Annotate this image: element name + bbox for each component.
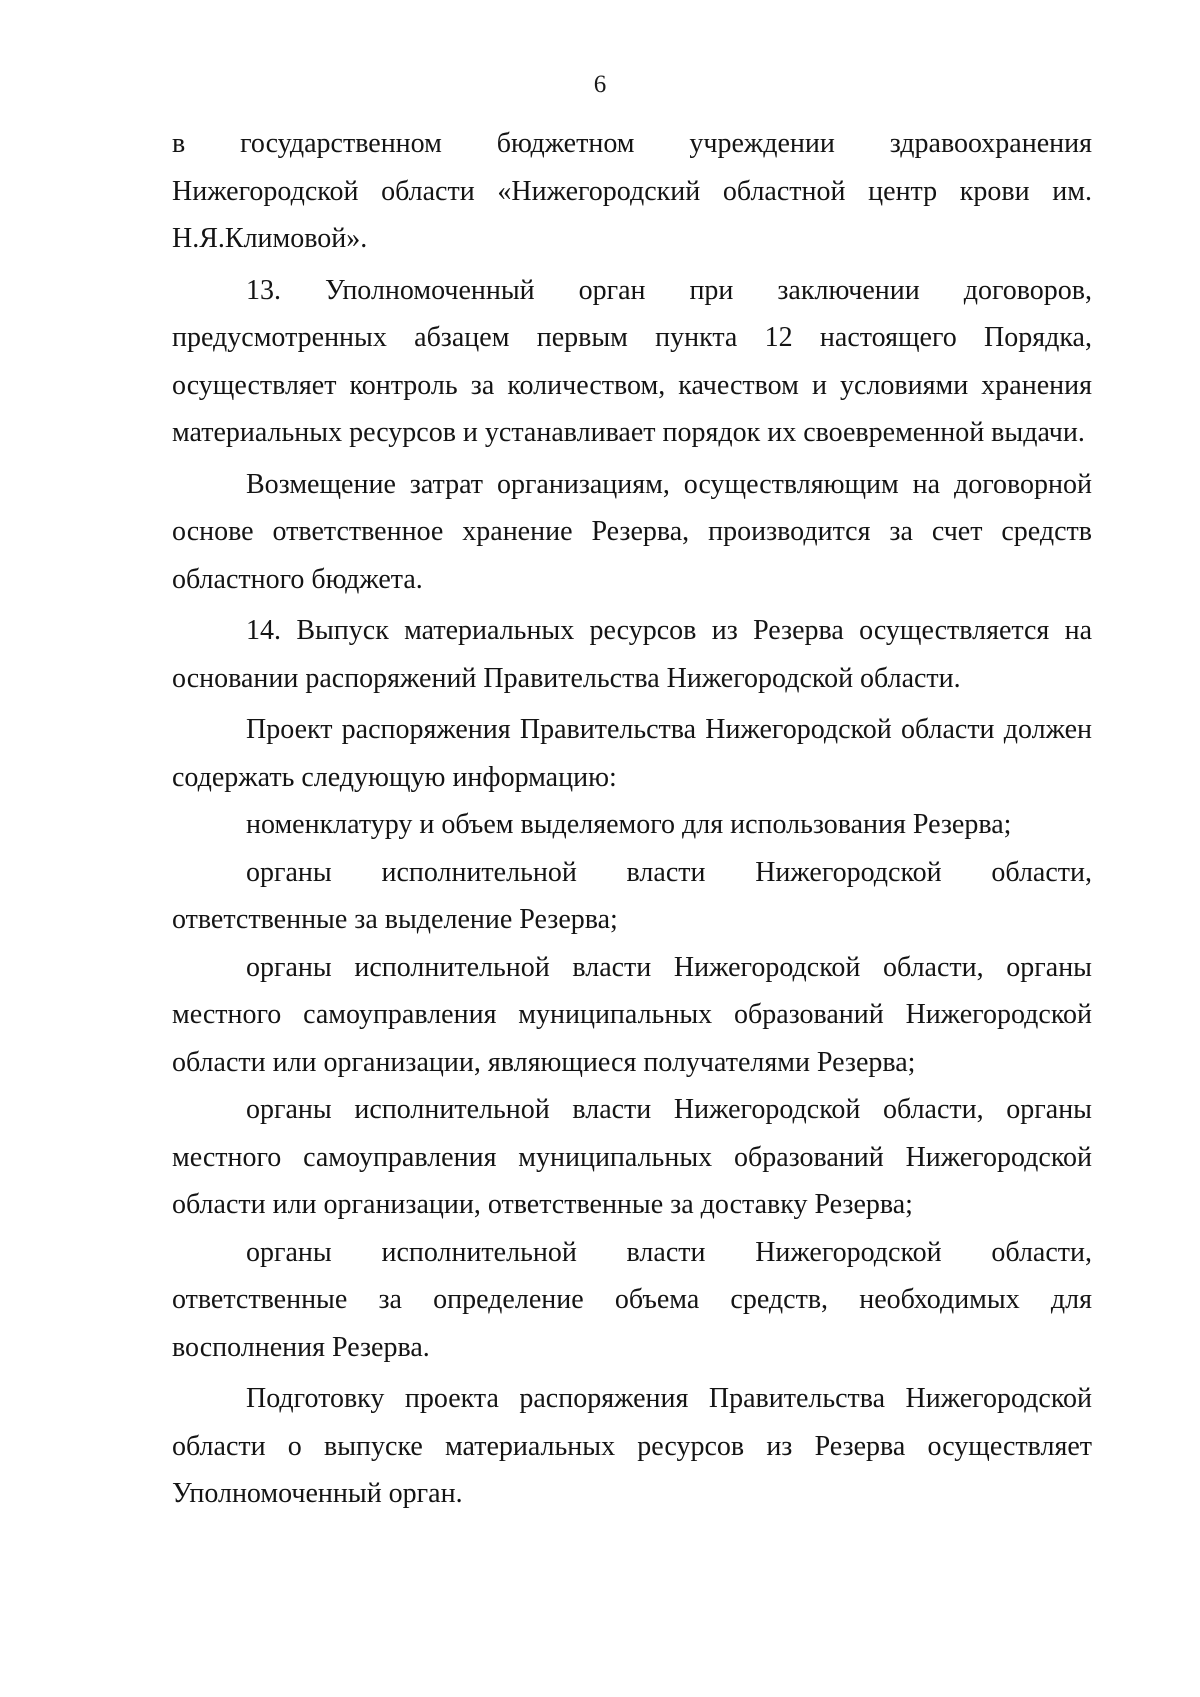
page-number: 6 (593, 71, 607, 98)
list-item-replenishment: органы исполнительной власти Нижегородской области, ответственные за определение объема средств, необходимых для восполнения Резерва. (172, 1236, 1092, 1363)
list-item-nomenclature: номенклатуру и объем выделяемого для использования Резерва; (246, 809, 1012, 840)
paragraph-draft-order-contents: Проект распоряжения Правительства Нижегородской области должен содержать следующую информацию: (172, 714, 1092, 793)
paragraph-cost-reimbursement: Возмещение затрат организациям, осуществляющим на договорной основе ответственное хранение Резерва, производится за счет средств областного бюджета. (172, 468, 1092, 595)
paragraph-item-14: 14. Выпуск материальных ресурсов из Резерва осуществляется на основании распоряжений Правительства Нижегородской области. (172, 615, 1092, 694)
document-body (172, 120, 1092, 1518)
paragraph-item-13: 13. Уполномоченный орган при заключении договоров, предусмотренных абзацем первым пункта 12 настоящего Порядка, осуществляет контроль за количеством, качеством и условиями хранения материальных ресурсов и устанавливает порядок их своевременной выдачи. (172, 274, 1092, 448)
paragraph-continuation: в государственном бюджетном учреждении здравоохранения Нижегородской области «Нижегородский областной центр крови им. Н.Я.Климовой». (172, 128, 1092, 254)
list-item-responsible-allocation: органы исполнительной власти Нижегородской области, ответственные за выделение Резерва; (172, 856, 1092, 935)
list-item-recipients: органы исполнительной власти Нижегородской области, органы местного самоуправления муниципальных образований Нижегородской области или организации, являющиеся получателями Резерва; (172, 951, 1092, 1078)
list-item-delivery: органы исполнительной власти Нижегородской области, органы местного самоуправления муниципальных образований Нижегородской области или организации, ответственные за доставку Резерва; (172, 1094, 1092, 1220)
paragraph-draft-preparation: Подготовку проекта распоряжения Правительства Нижегородской области о выпуске материальных ресурсов из Резерва осуществляет Уполномоченный орган. (172, 1383, 1092, 1509)
